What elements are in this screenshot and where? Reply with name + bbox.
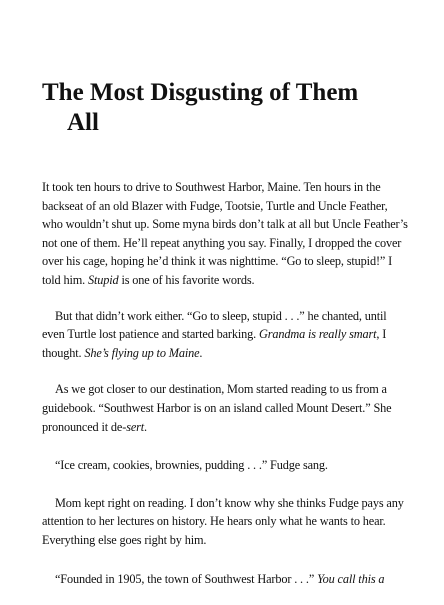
paragraph-4	[42, 456, 410, 475]
text-run: As we got closer to our destination, Mom started reading to us from a guidebook. “Southwest Harbor is on an island called Mount Desert.” She pronounced it de-	[42, 382, 392, 434]
text-run: , I thought.	[42, 327, 387, 360]
paragraph-3	[42, 380, 410, 436]
italic-text: sert	[126, 419, 145, 434]
text-run: “Founded in 1905, the town of Southwest Harbor . . .”	[55, 571, 318, 586]
italic-text: You call this a	[317, 571, 385, 586]
paragraph-2	[42, 307, 410, 363]
text-run: But that didn’t work either. “Go to sleep, stupid . . .” he chanted, until even Turtle lost patience and started barking.	[42, 308, 387, 342]
text-run: “Ice cream, cookies, brownies, pudding . . .” Fudge sang.	[55, 458, 328, 473]
paragraph-1	[42, 178, 410, 290]
text-run: .	[199, 345, 203, 360]
chapter-title	[42, 78, 412, 138]
paragraph-6	[42, 570, 410, 589]
chapter-body	[42, 178, 410, 605]
text-run: Mom kept right on reading. I don’t know why she thinks Fudge pays any attention to her lectures on history. He hears only what he wants to hear. Everything else goes right by him.	[42, 495, 404, 547]
italic-text: She’s flying up to Maine	[84, 345, 200, 360]
text-run: .	[144, 419, 147, 434]
italic-text: Grandma is really smart	[258, 327, 377, 342]
text-run: is one of his favorite words.	[118, 272, 255, 287]
chapter-title-line-2: All	[67, 109, 99, 136]
chapter-title-line-1: The Most Disgusting of Them	[42, 79, 359, 106]
text-run: It took ten hours to drive to Southwest Harbor, Maine. Ten hours in the backseat of an old Blazer with Fudge, Tootsie, Turtle and Uncle Feather, who wouldn’t shut up. Some myna birds don’t talk at all but Uncle Feather’s not one of them. He’ll repeat anything you say. Finally, I dropped the cover over his cage, hoping he’d think it was nighttime. “Go to sleep, stupid!” I told him.	[42, 180, 408, 287]
paragraph-5	[42, 494, 410, 550]
italic-text: Stupid	[87, 272, 119, 287]
